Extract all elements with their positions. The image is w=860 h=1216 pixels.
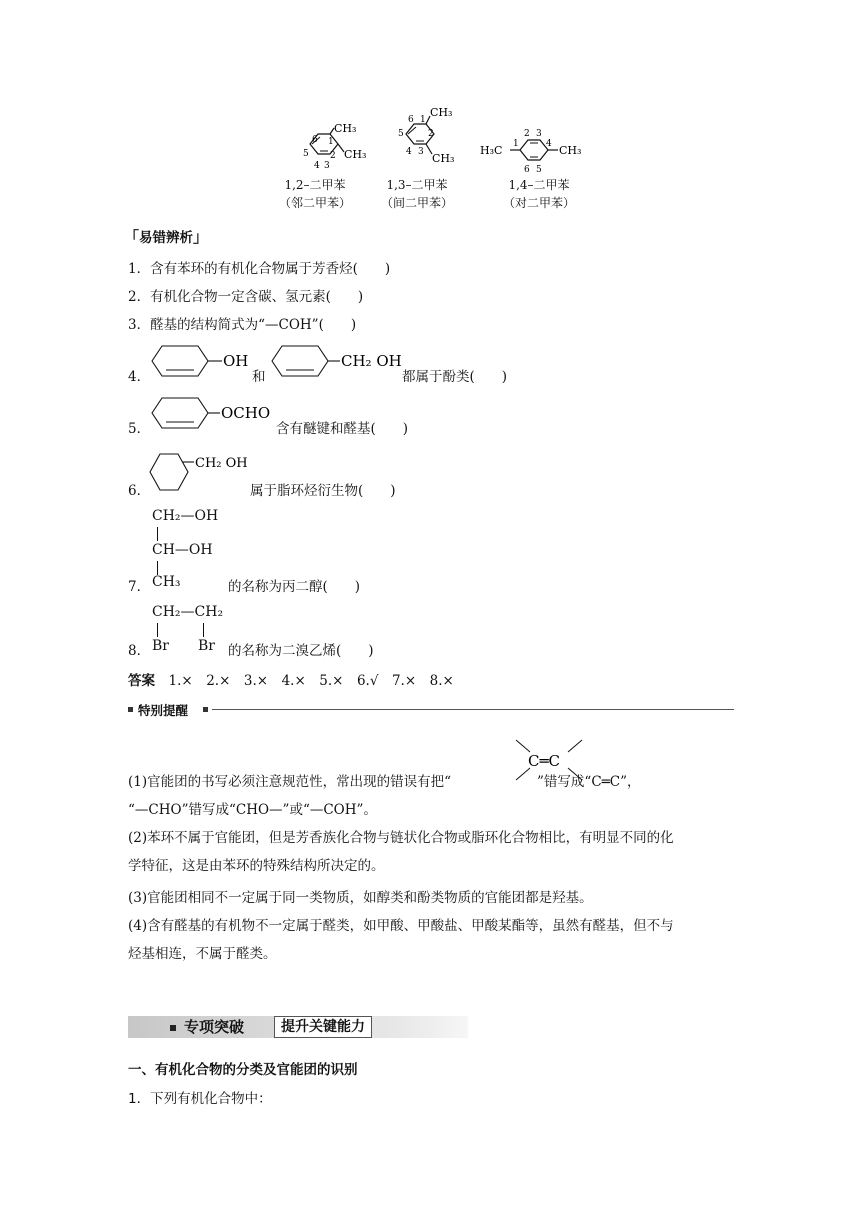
- item5-structure: [148, 392, 288, 436]
- dibromoethane-row: CH₂—CH₂: [152, 604, 224, 620]
- tip-2-cont: 学特征，这是由苯环的特殊结构所决定的。: [128, 858, 385, 874]
- tip-1: (1)官能团的书写必须注意规范性，常出现的错误有把“ ”错写成“C═C”，: [128, 774, 641, 790]
- answer-label: 答案: [128, 673, 155, 689]
- svg-text:6: 6: [524, 165, 530, 175]
- list-item: 1．含有苯环的有机化合物属于芳香烃( ): [128, 261, 391, 277]
- svg-text:5: 5: [536, 165, 542, 175]
- svg-text:2: 2: [524, 129, 530, 139]
- svg-text:1: 1: [328, 137, 334, 147]
- svg-text:4: 4: [406, 147, 412, 157]
- xylene-name: 1,3–二甲苯: [386, 178, 448, 192]
- svg-text:5: 5: [303, 149, 309, 159]
- xylene-alias: （邻二甲苯）: [278, 196, 351, 210]
- bond-line: [157, 527, 158, 541]
- substituent: CH₃: [334, 122, 357, 135]
- svg-text:CH₃: CH₃: [559, 144, 582, 157]
- item6-text: 属于脂环烃衍生物( ): [250, 483, 396, 499]
- substituent: CH₃: [344, 148, 367, 161]
- svg-text:1: 1: [420, 115, 426, 125]
- cyclohexylmethanol-label: CH₂ OH: [195, 456, 248, 471]
- m-xylene-structure: [398, 106, 454, 165]
- bullet-square: [128, 707, 133, 712]
- tip-1-cont: “—CHO”错写成“CHO—”或“—COH”。: [128, 802, 377, 818]
- hydroxyl-label: OH: [223, 352, 249, 370]
- propanediol-row-3: CH₃: [152, 574, 181, 590]
- section-title: 专项突破: [184, 1018, 245, 1036]
- propanediol-row-2: CH—OH: [152, 542, 213, 558]
- list-item-4: 4．: [128, 369, 151, 385]
- bromine-label: Br: [152, 638, 169, 654]
- tip-4-cont: 烃基相连，不属于醛类。: [128, 946, 277, 962]
- svg-text:5: 5: [398, 129, 404, 139]
- formate-label: OCHO: [221, 404, 271, 422]
- item6-structure: [146, 446, 256, 500]
- svg-text:4: 4: [546, 139, 552, 149]
- list-item-6: 6．: [128, 483, 151, 499]
- section-subtitle: 提升关键能力: [274, 1016, 372, 1038]
- item8-text: 的名称为二溴乙烯( ): [228, 643, 374, 659]
- bond-line: [157, 561, 158, 575]
- list-item: 2．有机化合物一定含碳、氢元素( ): [128, 289, 364, 305]
- bullet-square: [203, 707, 208, 712]
- errors-heading: 「易错辨析」: [124, 228, 209, 246]
- bond-line: [203, 623, 204, 637]
- tip-3: (3)官能团相同不一定属于同一类物质，如醇类和酚类物质的官能团都是羟基。: [128, 890, 593, 906]
- svg-text:3: 3: [324, 161, 330, 171]
- item4-and: 和: [252, 369, 266, 385]
- answer-line: [128, 672, 454, 690]
- svg-text:6: 6: [312, 135, 318, 145]
- svg-text:2: 2: [428, 129, 434, 139]
- svg-text:3: 3: [536, 129, 542, 139]
- bond-line: [157, 623, 158, 637]
- xylene-alias: （对二甲苯）: [502, 196, 575, 210]
- svg-text:1: 1: [513, 139, 519, 149]
- svg-text:6: 6: [408, 115, 414, 125]
- svg-text:3: 3: [418, 147, 424, 157]
- benzyl-alcohol-label: CH₂ OH: [341, 352, 402, 370]
- alkene-label: C═C: [528, 752, 560, 770]
- propanediol-row-1: CH₂—OH: [152, 508, 219, 524]
- bromine-label: Br: [198, 638, 215, 654]
- divider: [212, 709, 734, 710]
- item7-text: 的名称为丙二醇( ): [228, 579, 361, 595]
- svg-text:CH₃: CH₃: [432, 152, 455, 165]
- item4-structures: [148, 340, 418, 384]
- subheading: 一、有机化合物的分类及官能团的识别: [128, 1062, 358, 1078]
- list-item-7: 7．: [128, 579, 151, 595]
- tips-heading: 特别提醒: [138, 703, 189, 718]
- xylene-name: 1,2–二甲苯: [284, 178, 346, 192]
- tip-4: (4)含有醛基的有机物不一定属于醛类，如甲酸、甲酸盐、甲酸某酯等，虽然有醛基，但不与: [128, 918, 674, 934]
- list-item: 3．醛基的结构简式为“—COH”( ): [128, 317, 357, 333]
- o-xylene-structure: [303, 122, 366, 171]
- bullet-square: [170, 1025, 176, 1031]
- svg-text:4: 4: [314, 161, 320, 171]
- svg-text:2: 2: [330, 151, 336, 161]
- item5-text: 含有醚键和醛基( ): [276, 421, 409, 437]
- item4-text: 都属于酚类( ): [402, 369, 508, 385]
- answer-values: 1.× 2.× 3.× 4.× 5.× 6.√ 7.× 8.×: [168, 673, 454, 689]
- xylene-alias: （间二甲苯）: [380, 196, 453, 210]
- p-xylene-structure: [480, 129, 581, 175]
- xylene-structures: [270, 98, 610, 184]
- tip-2: (2)苯环不属于官能团，但是芳香族化合物与链状化合物或脂环化合物相比，有明显不同的化: [128, 830, 674, 846]
- svg-text:CH₃: CH₃: [430, 106, 453, 119]
- svg-text:H₃C: H₃C: [480, 144, 503, 157]
- list-item-5: 5．: [128, 421, 151, 437]
- list-item-8: 8．: [128, 643, 151, 659]
- xylene-name: 1,4–二甲苯: [508, 178, 570, 192]
- question-1: 1．下列有机化合物中：: [128, 1091, 272, 1107]
